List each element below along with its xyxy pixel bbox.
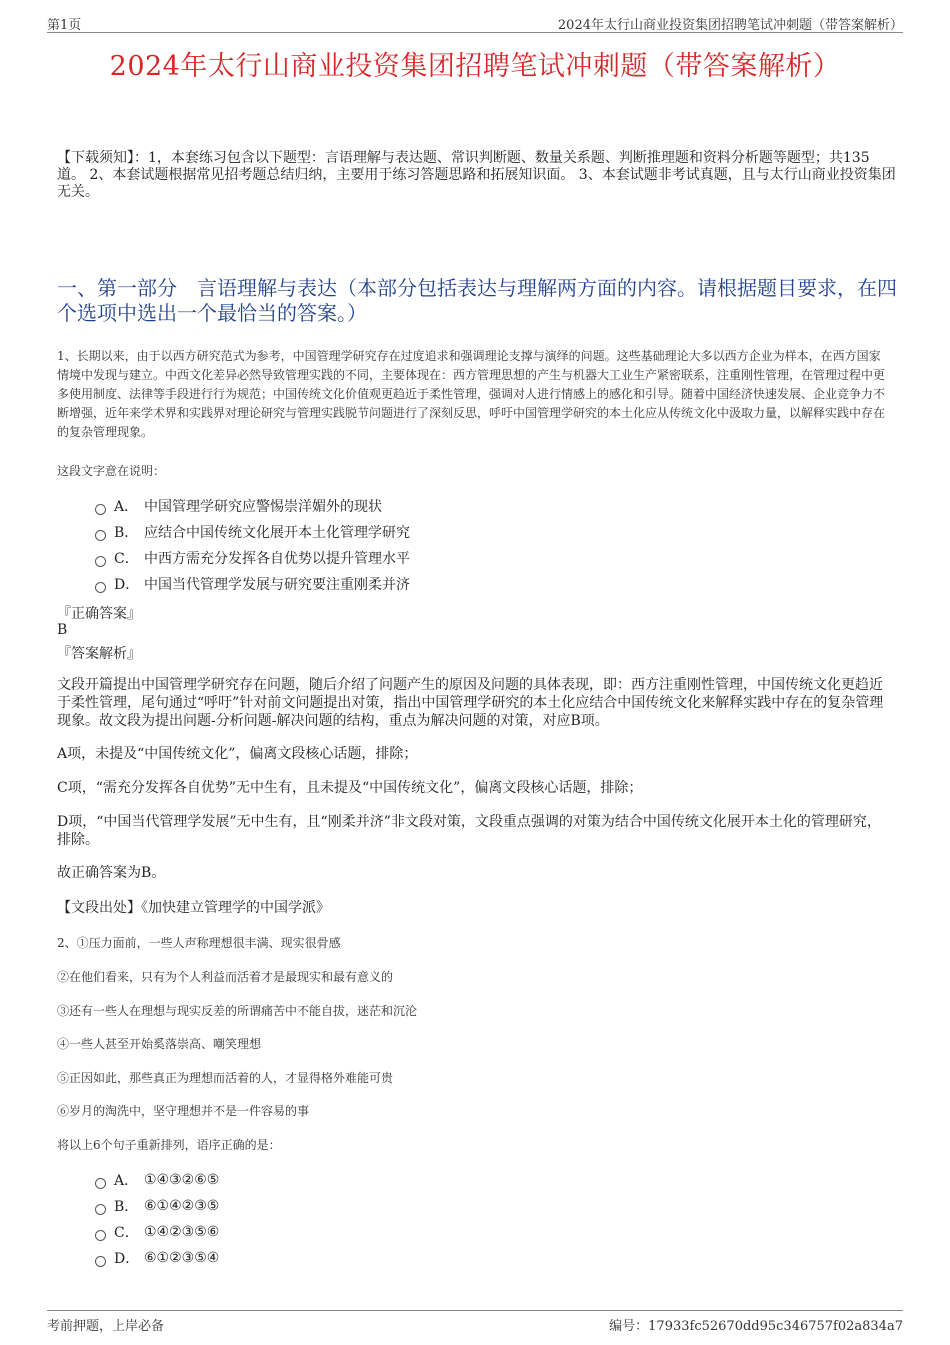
option-d[interactable]: D． ⑥①②③⑤④ [95, 1245, 219, 1271]
radio-icon[interactable] [95, 556, 106, 567]
question-1-text: 1、长期以来，由于以西方研究范式为参考，中国管理学研究存在过度追求和强调理论支撑与演绎的问题。这些基础理论大多以西方企业为样本，在西方国家情境中发现与建立。中西文化差异必然导致管理实践的不同，主要体现在：西方管理思想的产生与机器大工业生产紧密联系，注重刚性管理，在管理过程中更多使用制度、法律等手段进行行为规范；中国传统文化价值观更趋近于柔性管理，强调对人进行情感上的感化和引导。随着中国经济快速发展、企业竞争力不断增强，近年来学术界和实践界对理论研究与管理实践脱节问题进行了深刻反思，呼吁中国管理学研究的本土化应从传统文化中汲取力量，以解释实践中存在的复杂管理现象。 [57, 349, 886, 439]
page-number: 第1页 [47, 18, 82, 33]
question-2-options [95, 1167, 219, 1271]
analysis-c-note: C项，“需充分发挥各自优势”无中生有，且未提及“中国传统文化”，偏离文段核心话题，排除； [57, 780, 643, 796]
option-b[interactable]: B． 应结合中国传统文化展开本土化管理学研究 [95, 519, 410, 545]
analysis-conclusion: 故正确答案为B。 [57, 865, 166, 881]
option-d[interactable]: D． 中国当代管理学发展与研究要注重刚柔并济 [95, 571, 410, 597]
radio-icon[interactable] [95, 1178, 106, 1189]
radio-icon[interactable] [95, 1230, 106, 1241]
question-2-line: ④一些人甚至开始奚落崇高、嘲笑理想 [57, 1037, 262, 1051]
answer-label: 『正确答案』 [57, 606, 141, 622]
page-title: 2024年太行山商业投资集团招聘笔试冲刺题（带答案解析） [109, 51, 841, 82]
page-header [47, 12, 903, 33]
radio-icon[interactable] [95, 530, 106, 541]
option-b[interactable]: B． ⑥①④②③⑤ [95, 1193, 219, 1219]
analysis-d-note: D项，“中国当代管理学发展”无中生有，且“刚柔并济”非文段对策，文段重点强调的对策为结合中国传统文化展开本土化的管理研究，排除。 [57, 814, 881, 848]
question-2-line: ⑥岁月的淘洗中，坚守理想并不是一件容易的事 [57, 1104, 310, 1118]
page-footer [47, 1310, 903, 1335]
question-2-prompt: 将以上6个句子重新排列，语序正确的是： [57, 1138, 281, 1152]
question-1-prompt: 这段文字意在说明： [57, 464, 166, 478]
text-source: 【文段出处】《加快建立管理学的中国学派》 [57, 900, 330, 916]
header-title: 2024年太行山商业投资集团招聘笔试冲刺题（带答案解析） [557, 18, 903, 33]
option-a[interactable]: A． 中国管理学研究应警惕崇洋媚外的现状 [95, 493, 410, 519]
question-2-line: ③还有一些人在理想与现实反差的所谓痛苦中不能自拔，迷茫和沉沦 [57, 1004, 418, 1018]
radio-icon[interactable] [95, 1204, 106, 1215]
option-c[interactable]: C． 中西方需充分发挥各自优势以提升管理水平 [95, 545, 410, 571]
section-title: 一、第一部分 言语理解与表达（本部分包括表达与理解两方面的内容。请根据题目要求，在四个选项中选出一个最恰当的答案。） [57, 276, 897, 325]
question-1-options [95, 493, 410, 597]
radio-icon[interactable] [95, 1256, 106, 1267]
question-2-line: ⑤正因如此，那些真正为理想而活着的人，才显得格外难能可贵 [57, 1071, 394, 1085]
question-2-line: 2、①压力面前，一些人声称理想很丰满、现实很骨感 [57, 936, 341, 950]
answer-value: B [57, 622, 68, 638]
analysis-label: 『答案解析』 [57, 646, 141, 662]
question-2-line: ②在他们看来，只有为个人利益而活着才是最现实和最有意义的 [57, 970, 394, 984]
radio-icon[interactable] [95, 582, 106, 593]
analysis-a-note: A项，未提及“中国传统文化”，偏离文段核心话题，排除； [57, 746, 418, 762]
option-c[interactable]: C． ①④②③⑤⑥ [95, 1219, 219, 1245]
option-a[interactable]: A． ①④③②⑥⑤ [95, 1167, 219, 1193]
radio-icon[interactable] [95, 504, 106, 515]
download-notice: 【下载须知】：1，本套练习包含以下题型：言语理解与表达题、常识判断题、数量关系题、判断推理题和资料分析题等题型；共135道。 2、本套试题根据常见招考题总结归纳，主要用于练习答题思路和拓展知识面。 3、本套试题非考试真题，且与太行山商业投资集团无关。 [57, 150, 896, 200]
document-id: 编号：17933fc52670dd95c346757f02a834a7 [609, 1319, 903, 1334]
footer-slogan: 考前押题，上岸必备 [47, 1319, 165, 1334]
analysis-text: 文段开篇提出中国管理学研究存在问题，随后介绍了问题产生的原因及问题的具体表现，即：西方注重刚性管理，中国传统文化更趋近于柔性管理，尾句通过“呼吁”针对前文问题提出对策，指出中国管理学研究的本土化应结合中国传统文化来解释实践中存在的复杂管理现象。故文段为提出问题-分析问题-解决问题的结构，重点为解决问题的对策，对应B项。 [57, 677, 884, 729]
